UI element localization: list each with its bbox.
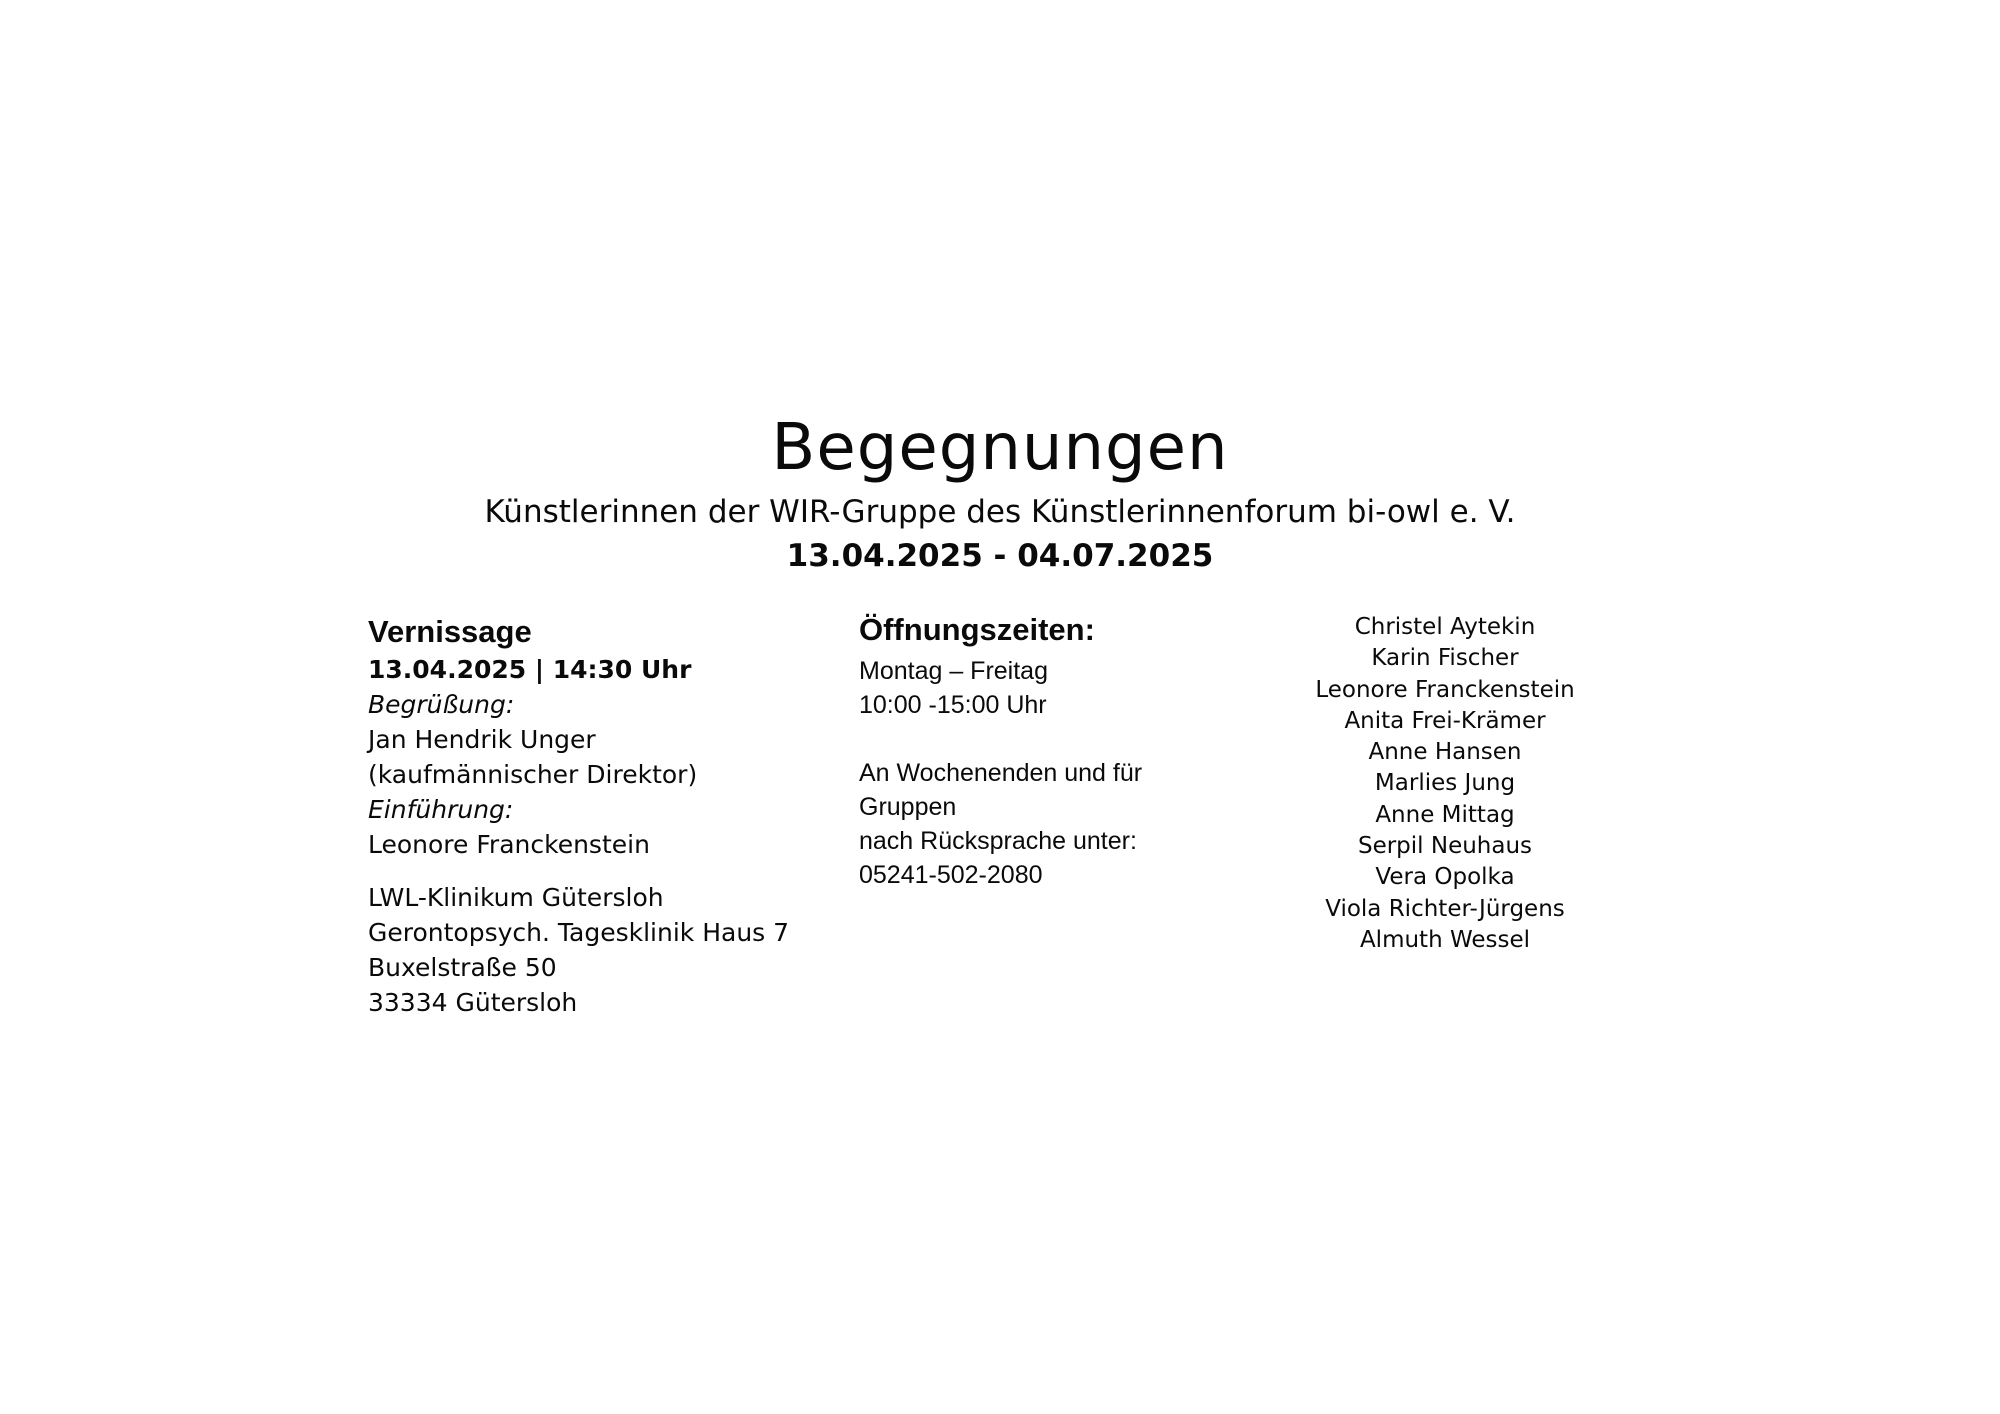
artist-name: Marlies Jung <box>1374 770 1516 797</box>
address-line: Gerontopsych. Tagesklinik Haus 7 <box>368 918 790 947</box>
opening-note-line: nach Rücksprache unter: <box>859 827 1137 855</box>
venue-address <box>368 880 808 1020</box>
opening-hours-section <box>859 608 1219 892</box>
intro-label: Einführung: <box>368 795 514 824</box>
artist-name: Viola Richter-Jürgens <box>1325 895 1565 922</box>
greeting-label: Begrüßung: <box>368 690 515 719</box>
contact-phone: 05241-502-2080 <box>859 861 1043 889</box>
opening-days: Montag – Freitag <box>859 657 1048 685</box>
page-title: Begegnungen <box>771 411 1229 485</box>
artist-name: Almuth Wessel <box>1359 926 1531 953</box>
exhibition-date-range: 13.04.2025 - 04.07.2025 <box>786 538 1214 574</box>
opening-note-line: Gruppen <box>859 793 957 821</box>
artist-list <box>1245 612 1645 956</box>
artist-name: Serpil Neuhaus <box>1357 833 1533 860</box>
artist-name: Anne Mittag <box>1375 801 1515 828</box>
artist-name: Vera Opolka <box>1375 864 1515 891</box>
vernissage-section <box>368 608 808 1020</box>
opening-hours-heading: Öffnungszeiten: <box>859 612 1095 647</box>
vernissage-datetime: 13.04.2025 | 14:30 Uhr <box>368 655 692 684</box>
artist-name: Anita Frei-Krämer <box>1344 707 1546 734</box>
page-subtitle: Künstlerinnen der WIR-Gruppe des Künstlerinnenforum bi-owl e. V. <box>484 494 1516 530</box>
intro-name: Leonore Franckenstein <box>368 830 650 859</box>
artist-name: Christel Aytekin <box>1354 614 1536 640</box>
artist-name: Leonore Franckenstein <box>1315 676 1575 703</box>
greeting-role: (kaufmännischer Direktor) <box>368 760 698 789</box>
artist-name: Karin Fischer <box>1371 645 1519 672</box>
address-line: LWL-Klinikum Gütersloh <box>368 883 664 912</box>
opening-note-line: An Wochenenden und für <box>859 759 1143 787</box>
artist-name: Anne Hansen <box>1368 739 1522 766</box>
opening-times: 10:00 -15:00 Uhr <box>859 691 1047 719</box>
vernissage-heading: Vernissage <box>368 614 532 649</box>
address-line: Buxelstraße 50 <box>368 953 557 982</box>
address-line: 33334 Gütersloh <box>368 988 578 1017</box>
greeting-name: Jan Hendrik Unger <box>368 725 596 754</box>
